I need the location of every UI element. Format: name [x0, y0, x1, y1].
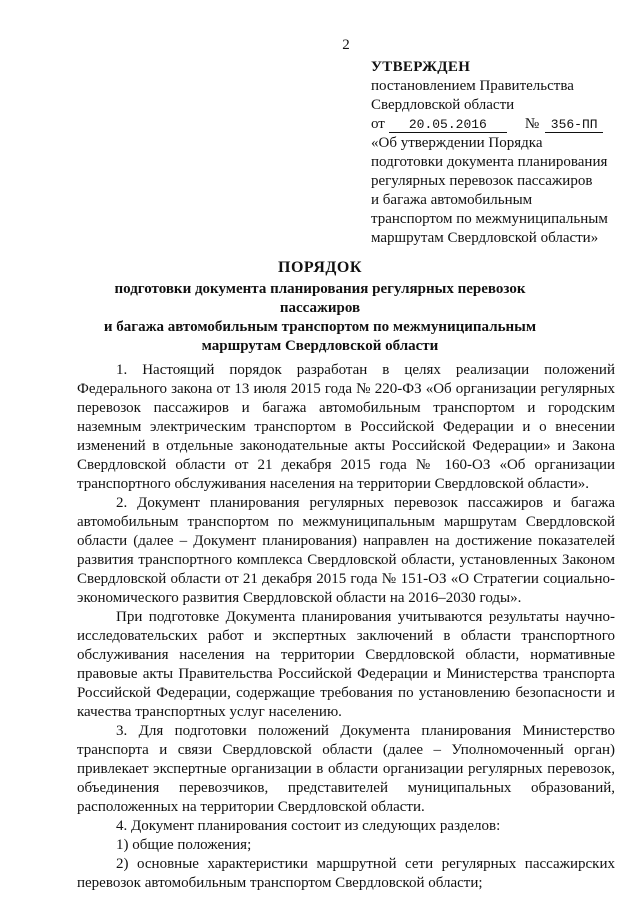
paragraph-2-continued: При подготовке Документа планирования учитываются результаты научно-исследовательских работ и экспертных заключений в области транспортного обслуживания населения на территории Свердловской области, нормативные правовые акты Правительства Российской Федерации и Министерства транспорта Российской Федерации, содержащие требования по установлению безопасности и качества транспортных услуг населению.: [77, 609, 615, 720]
subtitle-line: подготовки документа планирования регулярных перевозок пассажиров: [114, 281, 526, 316]
document-body: [77, 361, 615, 893]
approval-title-line: и багажа автомобильным: [371, 192, 533, 208]
approval-title-line: транспортом по межмуниципальным: [371, 211, 608, 227]
document-subtitle: [80, 280, 560, 356]
approval-title-line: «Об утверждении Порядка: [371, 135, 543, 151]
subtitle-line: и багажа автомобильным транспортом по межмуниципальным: [103, 319, 537, 335]
approval-line-1: постановлением Правительства: [371, 78, 574, 94]
approval-title-line: подготовки документа планирования: [371, 154, 608, 170]
paragraph-4: 4. Документ планирования состоит из следующих разделов:: [116, 818, 501, 834]
list-item: 2) основные характеристики маршрутной сети регулярных пассажирских перевозок автомобильным транспортом Свердловской области;: [77, 856, 615, 891]
subtitle-line: маршрутам Свердловской области: [201, 338, 439, 354]
approval-date-number-line: [371, 115, 621, 134]
approval-number: 356-ПП: [545, 117, 603, 133]
approval-title-line: регулярных перевозок пассажиров: [371, 173, 593, 189]
approval-heading: УТВЕРЖДЕН: [371, 59, 471, 75]
paragraph-3: 3. Для подготовки положений Документа планирования Министерство транспорта и связи Свердловской области (далее – Уполномоченный орган) привлекает экспертные организации в области организации регулярных перевозок, объединения перевозчиков, представителей муниципальных образований, расположенных на территории Свердловской области.: [77, 723, 615, 815]
paragraph-1: 1. Настоящий порядок разработан в целях реализации положений Федерального закона от 13 июля 2015 года № 220-ФЗ «Об организации регулярных перевозок пассажиров и багажа автомобильным транспортом и городским наземным электрическим транспортом в Российской Федерации и о внесении изменений в отдельные законодательные акты Российской Федерации» и Закона Свердловской области от 21 декабря 2015 года № 160-ОЗ «Об организации транспортного обслуживания населения на территории Свердловской области».: [77, 362, 615, 492]
list-item: 1) общие положения;: [116, 837, 252, 853]
approval-line-2: Свердловской области: [371, 97, 515, 113]
number-label: №: [524, 116, 540, 132]
from-label: от: [371, 116, 385, 132]
document-title: ПОРЯДОК: [278, 259, 362, 276]
paragraph-2: 2. Документ планирования регулярных перевозок пассажиров и багажа автомобильным транспортом по межмуниципальным маршрутам Свердловской области (далее – Документ планирования) направлен на достижение показателей развития транспортного комплекса Свердловской области, установленных Законом Свердловской области от 21 декабря 2015 года № 151-ОЗ «О Стратегии социально-экономического развития Свердловской области на 2016–2030 годы».: [77, 495, 615, 606]
approval-date: 20.05.2016: [389, 117, 507, 133]
approval-block: [371, 58, 621, 248]
approval-title-line: маршрутам Свердловской области»: [371, 230, 599, 246]
page-number: 2: [342, 37, 350, 53]
